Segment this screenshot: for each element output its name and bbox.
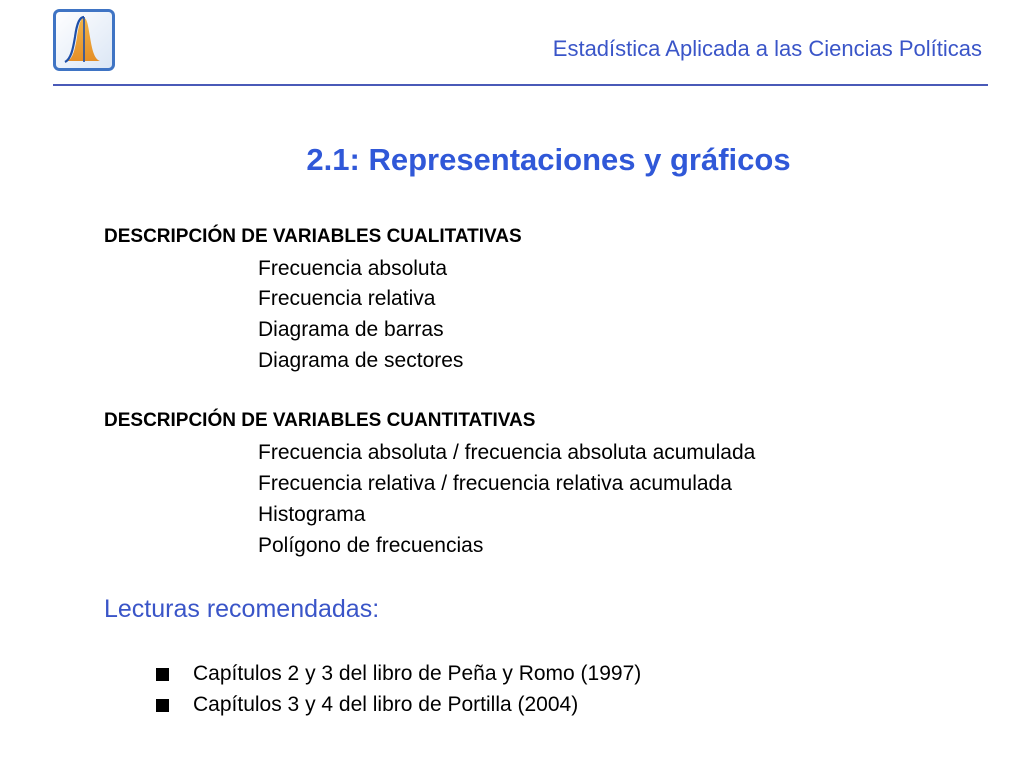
list-item: Frecuencia relativa <box>258 287 436 310</box>
reading-text: Capítulos 3 y 4 del libro de Portilla (2004) <box>193 693 579 716</box>
reading-text: Capítulos 2 y 3 del libro de Peña y Romo (1997) <box>193 662 642 685</box>
header-divider <box>53 84 988 86</box>
section-heading-qualitative: DESCRIPCIÓN DE VARIABLES CUALITATIVAS <box>104 226 522 247</box>
list-item: Frecuencia relativa / frecuencia relativa acumulada <box>258 472 732 495</box>
readings-title: Lecturas recomendadas: <box>104 595 380 623</box>
header-title: Estadística Aplicada a las Ciencias Políticas <box>552 36 982 61</box>
section-heading-quantitative: DESCRIPCIÓN DE VARIABLES CUANTITATIVAS <box>104 410 536 431</box>
square-bullet-icon <box>156 699 169 712</box>
square-bullet-icon <box>156 668 169 681</box>
slide-title: 2.1: Representaciones y gráficos <box>306 142 791 177</box>
list-item: Diagrama de sectores <box>258 349 464 372</box>
list-item: Diagrama de barras <box>258 318 444 341</box>
list-item: Histograma <box>258 503 366 526</box>
list-item: Frecuencia absoluta / frecuencia absoluta acumulada <box>258 441 756 464</box>
list-item: Frecuencia absoluta <box>258 257 448 280</box>
list-item: Polígono de frecuencias <box>258 534 484 557</box>
bell-curve-logo-icon <box>53 9 115 71</box>
